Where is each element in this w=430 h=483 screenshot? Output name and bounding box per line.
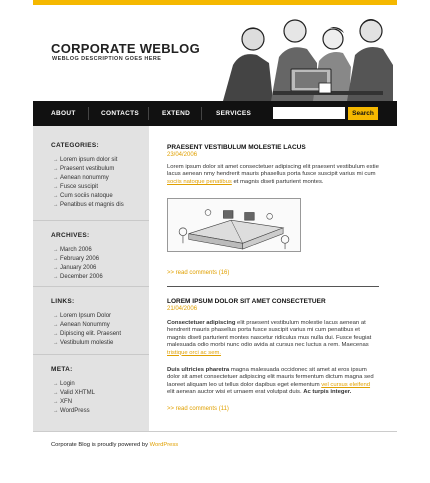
- site-footer: [33, 431, 397, 461]
- category-link[interactable]: → Penatibus et magnis dis: [53, 201, 124, 210]
- footer-credit: [51, 442, 178, 448]
- category-link[interactable]: → Praesent vestibulum: [53, 165, 124, 174]
- archives-list: [53, 246, 103, 282]
- archives-title: ARCHIVES:: [51, 232, 90, 239]
- meta-link[interactable]: → Login: [53, 380, 95, 389]
- category-link[interactable]: → Aenean nonummy: [53, 174, 124, 183]
- post-text: Lorem ipsum dolor sit amet consectetuer adipiscing elit praesent vestibulum estie lacus aenean nmy hendrerit mauris phasellus porta fusce suscipit varius mi cum: [167, 164, 379, 178]
- read-comments-link[interactable]: >> read comments (11): [167, 406, 229, 412]
- post-text: elit praesent vestibulum molestie lacus aenean at hendrerit mauris phasellus porta fusce suscipit varius mi cum penatibus et magnis diseti parturient montes nascetur ridiculus mus nulla dui. Fusce feugiat malesuada odio morbi nunc odio avida at cursus nec luctus a rem. Maecenas: [167, 320, 372, 349]
- post-text: magna malesuada occidonec sit amet at eros ipsum dolor sit amet consectetuer adipiscing elit mauris fermentum dictum magna sed laoreet aliquam leo ut tellus dolor dapibus eget elementum: [167, 367, 374, 388]
- header-business-people-illustration: [213, 5, 397, 101]
- post-divider: [167, 286, 379, 287]
- post-text: elit aenean auctor wisi et urnaem erat volutpat duis.: [167, 389, 304, 396]
- main-content: [149, 126, 397, 431]
- main-navigation: [33, 101, 397, 126]
- post-body: [167, 164, 379, 186]
- post-inline-link[interactable]: sociis natoque penatibus: [167, 178, 232, 185]
- site-header: [33, 5, 397, 101]
- meta-title: META:: [51, 366, 73, 373]
- archives-block: [33, 221, 149, 287]
- categories-list: [53, 156, 124, 210]
- nav-separator: [148, 107, 149, 120]
- links-block: [33, 287, 149, 355]
- meta-link[interactable]: → XFN: [53, 398, 95, 407]
- category-link[interactable]: → Cum sociis natoque: [53, 192, 124, 201]
- nav-contacts[interactable]: CONTACTS: [101, 110, 140, 117]
- nav-services[interactable]: SERVICES: [216, 110, 252, 117]
- search-button[interactable]: Search: [348, 107, 378, 120]
- post-text-bold: Duis ultricies pharetra: [167, 367, 230, 373]
- site-description: WEBLOG DESCRIPTION GOES HERE: [52, 56, 162, 62]
- blogroll-link[interactable]: → Aenean Nonummy: [53, 321, 121, 330]
- nav-separator: [88, 107, 89, 120]
- nav-extend[interactable]: EXTEND: [162, 110, 191, 117]
- post-text-bold: Consectetuer adipiscing: [167, 320, 236, 326]
- post-text: et magnis diseti parturient montes.: [231, 178, 324, 185]
- post-date: 21/04/2006: [167, 306, 198, 312]
- nav-about[interactable]: ABOUT: [51, 110, 76, 117]
- category-link[interactable]: → Lorem ipsum dolor sit: [53, 156, 124, 165]
- archive-link[interactable]: → December 2006: [53, 273, 103, 282]
- archive-link[interactable]: → January 2006: [53, 264, 103, 273]
- links-title: LINKS:: [51, 298, 75, 305]
- meta-link[interactable]: → Valid XHTML: [53, 389, 95, 398]
- search-input[interactable]: [273, 107, 345, 119]
- meta-list: [53, 380, 95, 416]
- blogroll-link[interactable]: → Dipiscing elit. Praesent: [53, 330, 121, 339]
- post-inline-link[interactable]: tristique orci ac sem.: [167, 349, 222, 356]
- post-title[interactable]: LOREM IPSUM DOLOR SIT AMET CONSECTETUER: [167, 298, 326, 305]
- post-inline-link[interactable]: vel cursus eleifend: [321, 381, 371, 388]
- nav-separator: [201, 107, 202, 120]
- footer-wordpress-link[interactable]: WordPress: [149, 442, 179, 448]
- post-title[interactable]: PRAESENT VESTIBULUM MOLESTIE LACUS: [167, 144, 306, 151]
- read-comments-link[interactable]: >> read comments (16): [167, 270, 230, 276]
- footer-text: Corporate Blog is proudly powered by: [51, 442, 150, 448]
- post-date: 23/04/2006: [167, 152, 198, 158]
- archive-link[interactable]: → March 2006: [53, 246, 103, 255]
- post-body: [167, 367, 379, 397]
- categories-block: [33, 126, 149, 221]
- category-link[interactable]: → Fusce suscipit: [53, 183, 124, 192]
- sidebar: [33, 126, 149, 431]
- post-text-bold: Ac turpis integer.: [303, 389, 352, 396]
- post-body: [167, 320, 379, 357]
- meta-block: [33, 355, 149, 431]
- blogroll-link[interactable]: → Lorem Ipsum Dolor: [53, 312, 121, 321]
- blogroll-link[interactable]: → Vestibulum molestie: [53, 339, 121, 348]
- office-desks-illustration: [167, 198, 301, 252]
- categories-title: CATEGORIES:: [51, 142, 99, 149]
- links-list: [53, 312, 121, 348]
- archive-link[interactable]: → February 2006: [53, 255, 103, 264]
- meta-link[interactable]: → WordPress: [53, 407, 95, 416]
- site-title[interactable]: CORPORATE WEBLOG: [51, 41, 200, 56]
